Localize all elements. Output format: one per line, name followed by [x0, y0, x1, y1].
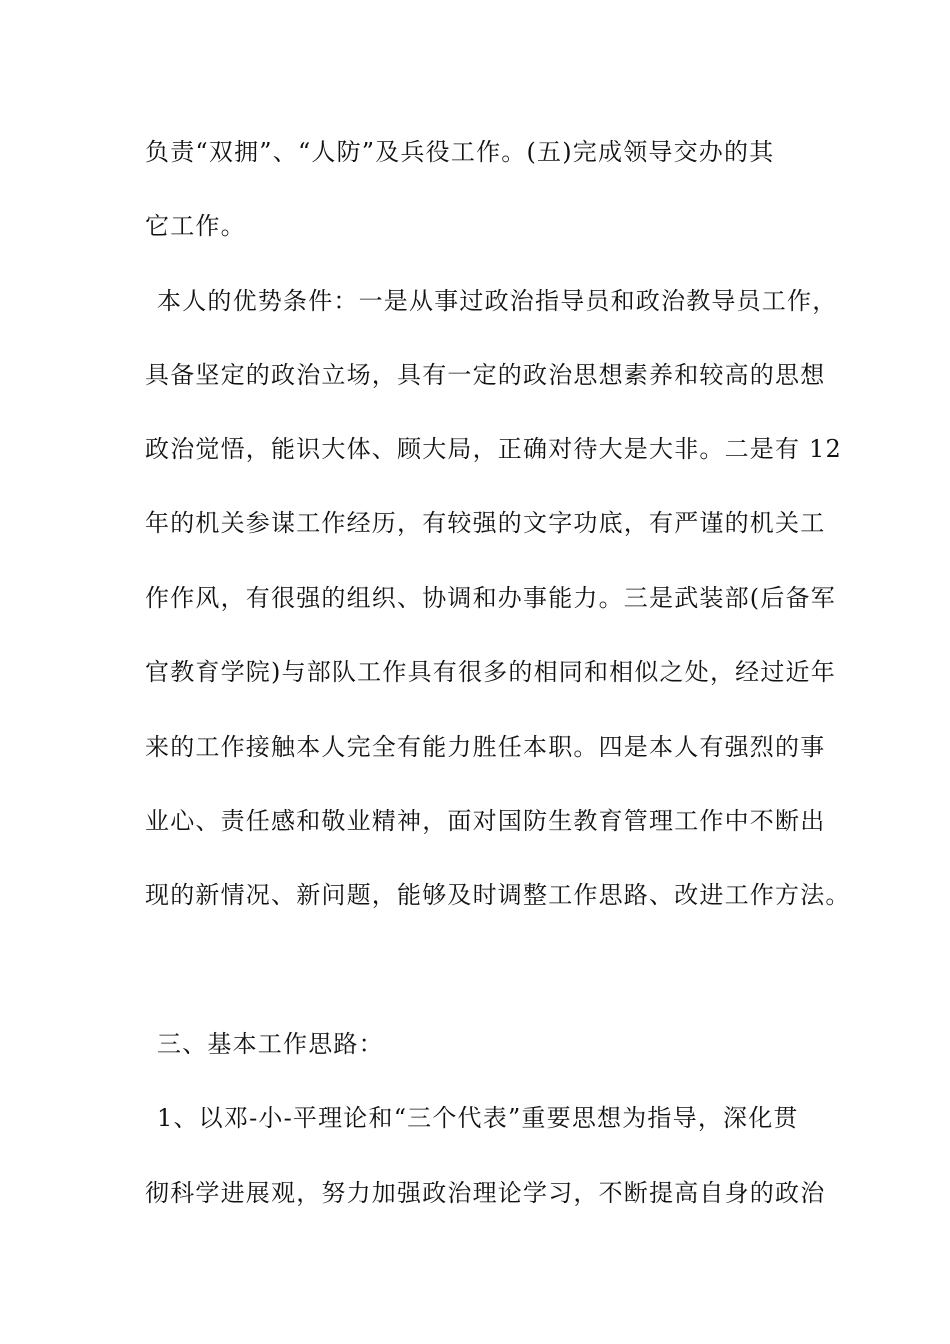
paragraph-line: 作作风，有很强的组织、协调和办事能力。三是武装部(后备军: [145, 584, 836, 612]
paragraph-line: 现的新情况、新问题，能够及时调整工作思路、改进工作方法。: [145, 881, 851, 909]
paragraph-line: 具备坚定的政治立场，具有一定的政治思想素养和较高的思想: [145, 361, 826, 389]
paragraph-line: 它工作。: [145, 212, 246, 240]
paragraph-line: 业心、责任感和敬业精神，面对国防生教育管理工作中不断出: [145, 807, 826, 835]
paragraph-line: 负责“双拥”、“人防”及兵役工作。(五)完成领导交办的其: [145, 138, 775, 166]
section-heading: 三、基本工作思路：: [157, 1030, 384, 1058]
paragraph-line: 官教育学院)与部队工作具有很多的相同和相似之处，经过近年: [145, 658, 836, 686]
paragraph-line: 彻科学进展观，努力加强政治理论学习，不断提高自身的政治: [145, 1179, 826, 1207]
paragraph-line: 1、以邓-小-平理论和“三个代表”重要思想为指导，深化贯: [157, 1104, 799, 1132]
paragraph-line: 政治觉悟，能识大体、顾大局，正确对待大是大非。二是有 12: [145, 435, 842, 463]
paragraph-line: 年的机关参谋工作经历，有较强的文字功底，有严谨的机关工: [145, 509, 826, 537]
paragraph-line: 来的工作接触本人完全有能力胜任本职。四是本人有强烈的事: [145, 733, 826, 761]
paragraph-line: 本人的优势条件：一是从事过政治指导员和政治教导员工作，: [157, 287, 838, 315]
